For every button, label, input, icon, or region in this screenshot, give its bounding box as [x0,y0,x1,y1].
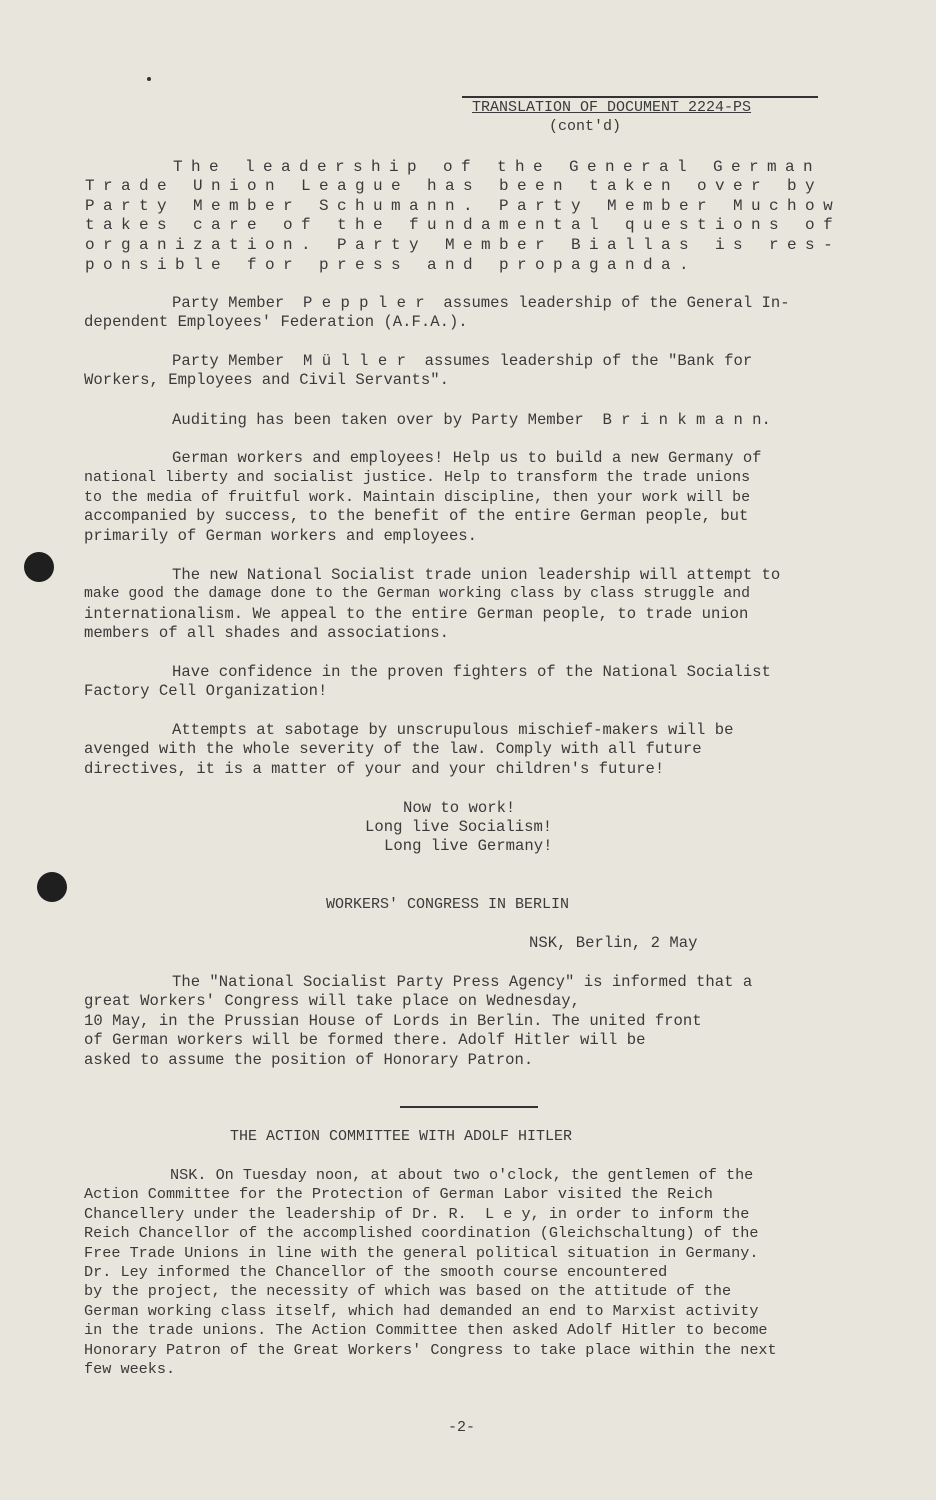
para1-line-4: takes care of the fundamental questions of [85,216,842,234]
punch-hole-bottom [37,872,67,902]
para6-line-1: The new National Socialist trade union leadership will attempt to [172,566,781,584]
para3-line-1: Party Member M ü l l e r assumes leadership of the "Bank for [172,352,753,370]
slogan-work: Now to work! [403,799,516,817]
section2-line-8: German working class itself, which had demanded an end to Marxist activity [84,1301,759,1320]
section-divider [400,1106,538,1108]
paragraph-leadership [84,566,844,644]
para4-line-1: Auditing has been taken over by Party Member B r i n k m a n n. [172,411,771,429]
para6-line-2: make good the damage done to the German working class by class struggle and [84,586,750,603]
para5-line-5: primarily of German workers and employees. [84,526,478,545]
section2-line-7: by the project, the necessity of which was based on the attitude of the [84,1282,732,1301]
slogan-germany: Long live Germany! [384,837,553,855]
slogan-socialism: Long live Socialism! [365,818,553,836]
speck-mark [147,77,151,81]
section2-line-6: Dr. Ley informed the Chancellor of the smooth course encountered [84,1262,668,1281]
section2-body [84,1166,844,1379]
para8-line-3: directives, it is a matter of your and your children's future! [84,759,665,778]
para5-line-2: national liberty and socialist justice. Help to transform the trade unions [84,469,751,487]
para3-line-2: Workers, Employees and Civil Servants". [84,371,449,390]
section1-dateline: NSK, Berlin, 2 May [529,934,698,952]
para1-line-3: Party Member Schumann. Party Member Muchow [85,197,842,215]
para1-line-2: Trade Union League has been taken over by [85,177,824,195]
section1-line-4: of German workers will be formed there. Adolf Hitler will be [84,1031,646,1050]
section1-heading: WORKERS' CONGRESS IN BERLIN [326,896,570,913]
section1-line-1: The "National Socialist Party Press Agency" is informed that a [172,973,753,991]
document-subtitle: (cont'd) [549,118,622,135]
para5-line-4: accompanied by success, to the benefit of the entire German people, but [84,507,749,526]
para6-line-3: internationalism. We appeal to the entire German people, to trade union [84,604,749,623]
section2-heading: THE ACTION COMMITTEE WITH ADOLF HITLER [230,1128,573,1145]
para1-line-1: The leadership of the General German [173,158,822,176]
para7-line-2: Factory Cell Organization! [84,682,328,701]
para1-line-5: organization. Party Member Biallas is res- [85,236,842,254]
section2-line-10: Honorary Patron of the Great Workers' Congress to take place within the next [84,1340,777,1359]
section2-line-1: NSK. On Tuesday noon, at about two o'clock, the gentlemen of the [170,1166,754,1184]
paragraph-sabotage [84,721,844,779]
paragraph-peppler [84,294,844,333]
section2-line-5: Free Trade Unions in line with the general political situation in Germany. [84,1243,759,1262]
paragraph-confidence [84,663,844,702]
para8-line-2: avenged with the whole severity of the law. Comply with all future [84,740,702,759]
section1-line-3: 10 May, in the Prussian House of Lords in Berlin. The united front [84,1011,702,1030]
section2-line-11: few weeks. [84,1359,176,1378]
section2-line-4: Reich Chancellor of the accomplished coordination (Gleichschaltung) of the [84,1224,759,1243]
paragraph-brinkmann [84,411,844,430]
para8-line-1: Attempts at sabotage by unscrupulous mischief-makers will be [172,721,734,739]
paragraph-appeal [84,449,844,546]
punch-hole-top [24,552,54,582]
header-rule-top [462,96,818,98]
para7-line-1: Have confidence in the proven fighters of the National Socialist [172,663,771,681]
section1-body [84,973,844,1070]
page-number: -2- [448,1419,476,1436]
paragraph-muller [84,352,844,391]
para2-line-2: dependent Employees' Federation (A.F.A.). [84,313,468,332]
para6-line-4: members of all shades and associations. [84,624,449,643]
para1-line-6: ponsible for press and propaganda. [85,256,698,274]
para2-line-1: Party Member P e p p l e r assumes leadership of the General In- [172,294,790,312]
section1-line-2: great Workers' Congress will take place on Wednesday, [84,992,580,1011]
section2-line-9: in the trade unions. The Action Committee then asked Adolf Hitler to become [84,1321,768,1340]
section2-line-2: Action Committee for the Protection of German Labor visited the Reich [84,1185,713,1204]
para5-line-3: to the media of fruitful work. Maintain discipline, then your work will be [84,488,751,506]
section1-line-5: asked to assume the position of Honorary Patron. [84,1050,534,1069]
section2-line-3: Chancellery under the leadership of Dr. R. L e y, in order to inform the [84,1204,750,1223]
para5-line-1: German workers and employees! Help us to build a new Germany of [172,449,762,467]
document-title: TRANSLATION OF DOCUMENT 2224-PS [472,99,752,116]
